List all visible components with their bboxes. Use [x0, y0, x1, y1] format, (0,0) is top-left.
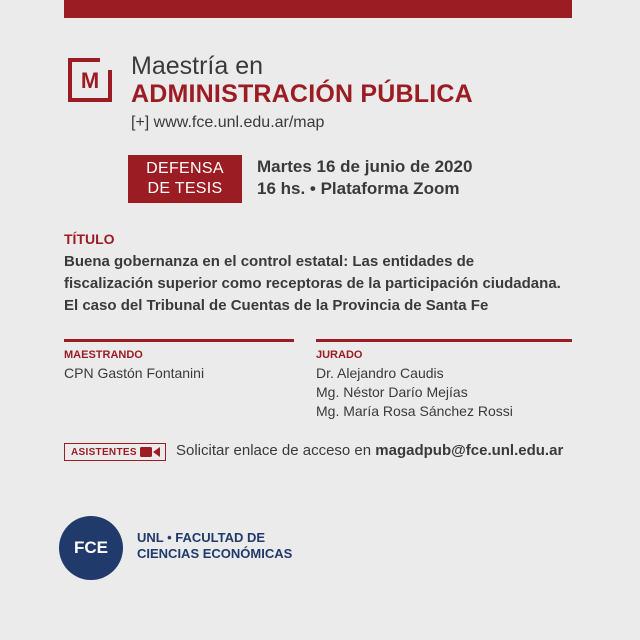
asistentes-badge-label: ASISTENTES: [71, 446, 137, 458]
jurado-member: Dr. Alejandro Caudis: [316, 365, 444, 381]
jurado-label: JURADO: [316, 349, 363, 361]
badge-line2: DE TESIS: [147, 180, 223, 197]
maestrando-name: CPN Gastón Fontanini: [64, 365, 205, 381]
jurado-list: [316, 364, 513, 421]
institution-name-line1: UNL • FACULTAD DE: [137, 530, 266, 545]
program-url-link[interactable]: [+] www.fce.unl.edu.ar/map: [131, 114, 325, 131]
thesis-title: [64, 251, 604, 317]
asistentes-instructions: [176, 442, 563, 459]
fce-logo-text: FCE: [74, 538, 108, 557]
program-logo-letter: M: [80, 68, 100, 93]
maestrando-divider: [64, 339, 294, 342]
jurado-divider: [316, 339, 572, 342]
asistentes-email-link[interactable]: magadpub@fce.unl.edu.ar: [375, 442, 564, 459]
badge-line1: DEFENSA: [146, 160, 224, 177]
event-time-place: 16 hs. • Plataforma Zoom: [257, 179, 460, 198]
jurado-member: Mg. María Rosa Sánchez Rossi: [316, 403, 513, 419]
video-camera-icon: [140, 446, 160, 458]
program-logo: [68, 58, 112, 102]
program-title-line2: ADMINISTRACIÓN PÚBLICA: [131, 80, 473, 108]
jurado-member: Mg. Néstor Darío Mejías: [316, 384, 468, 400]
thesis-title-line: fiscalización superior como receptoras de la participación ciudadana.: [64, 275, 561, 292]
institution-name-line2: CIENCIAS ECONÓMICAS: [137, 546, 293, 561]
top-accent-bar: [64, 0, 572, 18]
maestrando-label: MAESTRANDO: [64, 349, 143, 361]
asistentes-text: Solicitar enlace de acceso en: [176, 442, 376, 459]
thesis-title-label: TÍTULO: [64, 231, 115, 247]
program-title-line1: Maestría en: [131, 52, 264, 80]
event-date: Martes 16 de junio de 2020: [257, 157, 473, 176]
fce-logo: [59, 516, 123, 580]
thesis-title-line: Buena gobernanza en el control estatal: Las entidades de: [64, 253, 475, 270]
thesis-title-line: El caso del Tribunal de Cuentas de la Provincia de Santa Fe: [64, 297, 489, 314]
defensa-tesis-badge: [128, 155, 242, 203]
